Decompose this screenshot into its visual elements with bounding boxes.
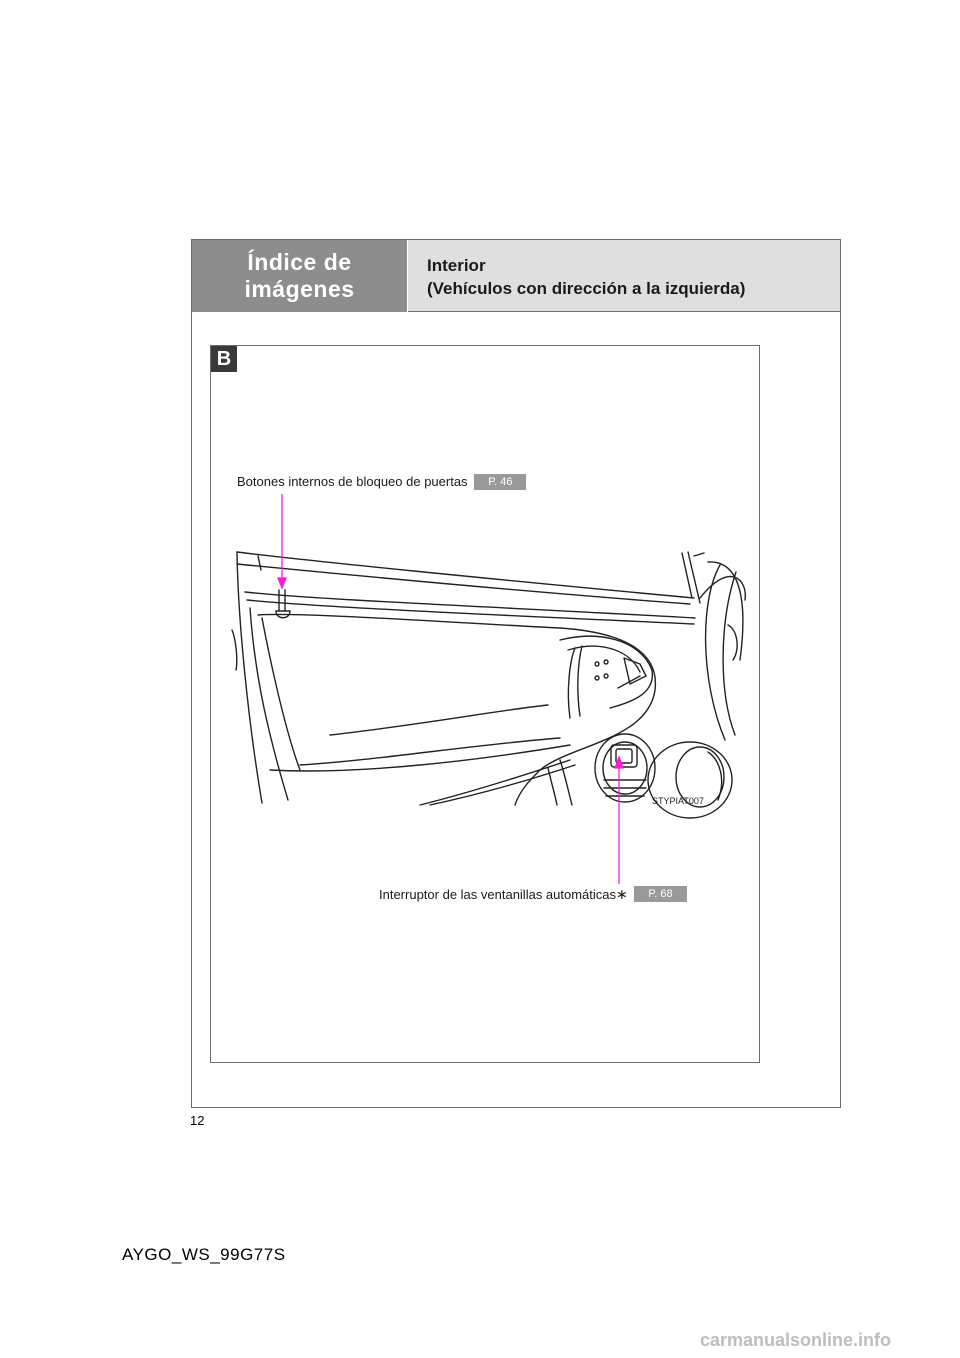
callout-power-window-label: Interruptor de las ventanillas automáticas xyxy=(379,887,617,902)
callout-door-lock-label: Botones internos de bloqueo de puertas xyxy=(237,474,468,489)
section-title-line1: Índice de xyxy=(247,249,352,275)
page-ref-power-window[interactable]: P. 68 xyxy=(634,886,686,902)
image-code: STYPIAT007 xyxy=(652,796,704,806)
watermark-text: carmanualsonline.info xyxy=(700,1330,892,1350)
page-number: 12 xyxy=(190,1113,205,1128)
document-code: AYGO_WS_99G77S xyxy=(122,1245,286,1264)
section-title-line2: imágenes xyxy=(244,276,355,302)
page-ref-door-lock[interactable]: P. 46 xyxy=(474,474,526,490)
heading-line2: (Vehículos con dirección a la izquierda) xyxy=(427,279,746,298)
panel-badge: B xyxy=(211,346,237,372)
heading-line1: Interior xyxy=(427,256,486,275)
asterisk-mark: ∗ xyxy=(616,886,628,902)
